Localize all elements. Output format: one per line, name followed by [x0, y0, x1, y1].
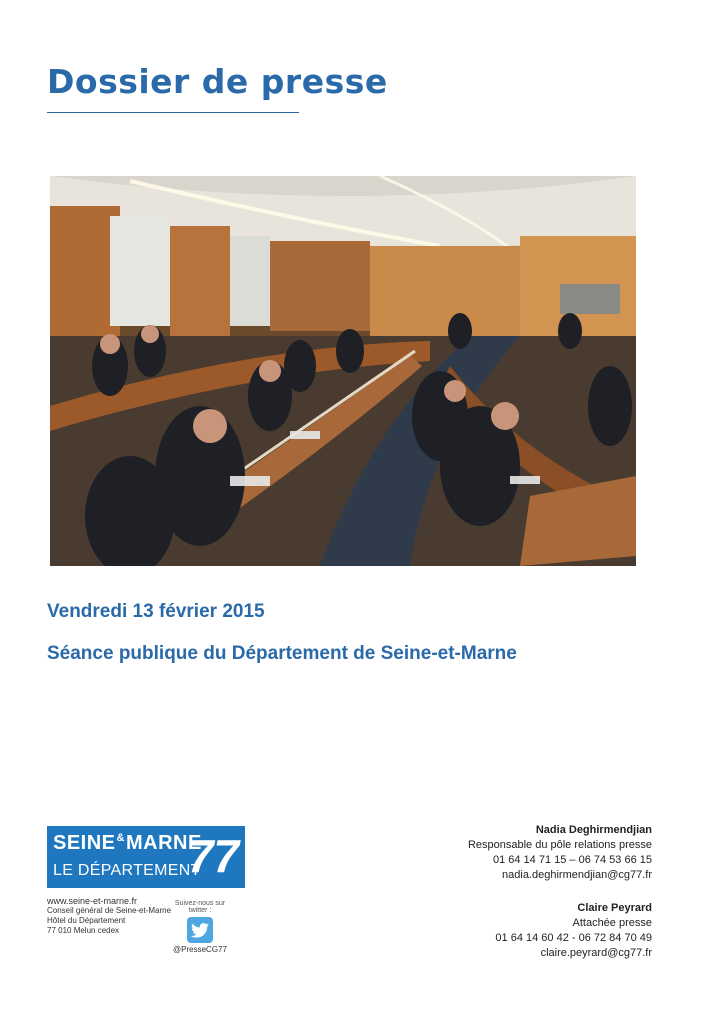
address-block	[47, 896, 171, 936]
contact-name: Claire Peyrard	[577, 902, 652, 914]
page-title: Dossier de presse	[47, 62, 388, 101]
contact-email[interactable]: claire.peyrard@cg77.fr	[540, 947, 652, 959]
contact-role: Responsable du pôle relations presse	[467, 839, 652, 851]
seine-et-marne-logo	[47, 826, 245, 888]
contact-phone: 01 64 14 71 15 – 06 74 53 66 15	[492, 854, 652, 866]
logo-wordmark	[53, 832, 202, 855]
twitter-block	[170, 900, 230, 954]
website-link[interactable]: www.seine-et-marne.fr	[47, 896, 138, 906]
contact-role: Attachée presse	[572, 917, 652, 929]
event-date: Vendredi 13 février 2015	[47, 601, 265, 622]
press-contacts	[468, 823, 652, 961]
address-line-3: 77 010 Melun cedex	[47, 926, 120, 935]
logo-number: 77	[187, 830, 239, 882]
logo-text-seine: SEINE	[53, 832, 116, 854]
contact-name: Nadia Deghirmendjian	[535, 824, 652, 836]
contact-email[interactable]: nadia.deghirmendjian@cg77.fr	[502, 869, 652, 881]
twitter-label: Suivez-nous sur twitter :	[174, 900, 226, 914]
contact-block	[468, 901, 652, 961]
logo-text-departement: LE DÉPARTEMENT	[53, 862, 201, 879]
contact-phone: 01 64 14 60 42 - 06 72 84 70 49	[495, 932, 652, 944]
address-line-2: Hôtel du Département	[47, 916, 126, 925]
address-line-1: Conseil général de Seine-et-Marne	[47, 906, 172, 915]
assembly-photo	[50, 176, 636, 566]
twitter-bird-icon[interactable]	[187, 917, 213, 943]
logo-text-amp: &	[116, 832, 125, 844]
title-underline	[47, 112, 299, 113]
logo-text-marne: MARNE	[125, 832, 202, 854]
twitter-handle[interactable]: @PresseCG77	[173, 945, 227, 954]
event-title: Séance publique du Département de Seine-et-Marne	[47, 643, 517, 664]
contact-block	[468, 823, 652, 883]
